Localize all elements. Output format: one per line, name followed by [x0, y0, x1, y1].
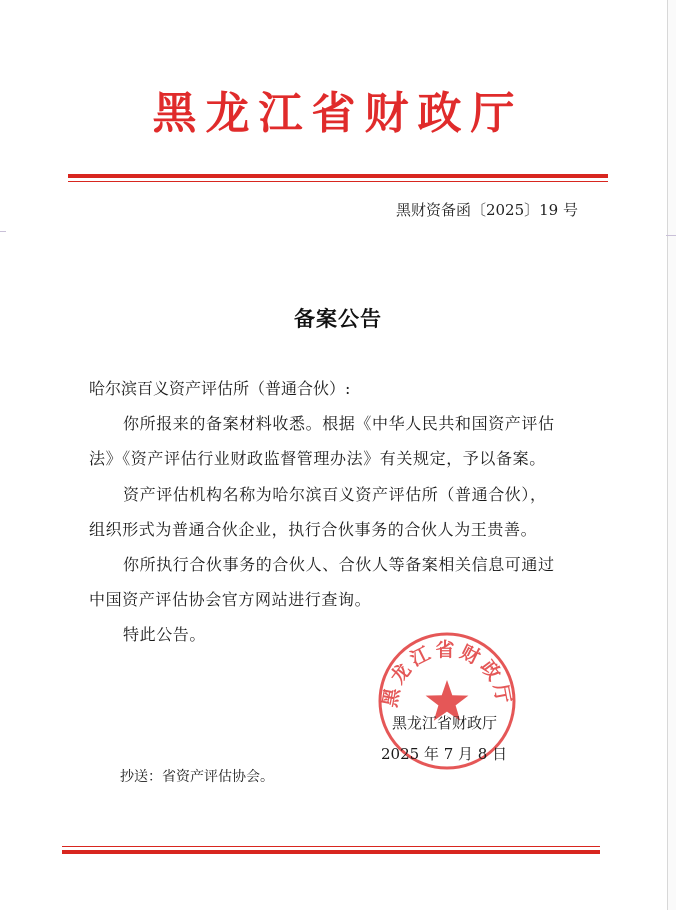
body-line-4: 组织形式为普通合伙企业，执行合伙事务的合伙人为王贵善。 [89, 520, 538, 539]
page-edge [667, 0, 676, 910]
carbon-copy: 抄送：省资产评估协会。 [120, 769, 274, 785]
letterhead-title: 黑龙江省财政厅 [152, 88, 524, 139]
body-line-1: 你所报来的备案材料收悉。根据《中华人民共和国资产评估 [123, 414, 555, 433]
body-line-7: 特此公告。 [123, 625, 207, 644]
signature-date: 2025 年 7 月 8 日 [381, 745, 508, 763]
salutation: 哈尔滨百义资产评估所（普通合伙）: [89, 379, 351, 398]
document-heading: 备案公告 [294, 306, 382, 331]
body-line-6: 中国资产评估协会官方网站进行查询。 [89, 590, 372, 609]
right-edge-mark [666, 235, 676, 236]
body-line-5: 你所执行合伙事务的合伙人、合伙人等备案相关信息可通过 [123, 555, 555, 574]
header-red-rule-thick [68, 174, 608, 178]
footer-red-rule-thin [62, 846, 600, 847]
signature-organization: 黑龙江省财政厅 [392, 714, 498, 732]
body-line-3: 资产评估机构名称为哈尔滨百义资产评估所（普通合伙）， [123, 485, 547, 504]
header-red-rule-thin [68, 181, 608, 182]
document-number: 黑财资备函〔2025〕19 号 [395, 201, 578, 219]
body-line-2: 法》《资产评估行业财政监督管理办法》有关规定，予以备案。 [89, 449, 546, 468]
left-edge-mark [0, 231, 6, 232]
footer-red-rule-thick [62, 850, 600, 854]
seal-arc-text: 黑龙江省财政厅 [379, 639, 515, 710]
